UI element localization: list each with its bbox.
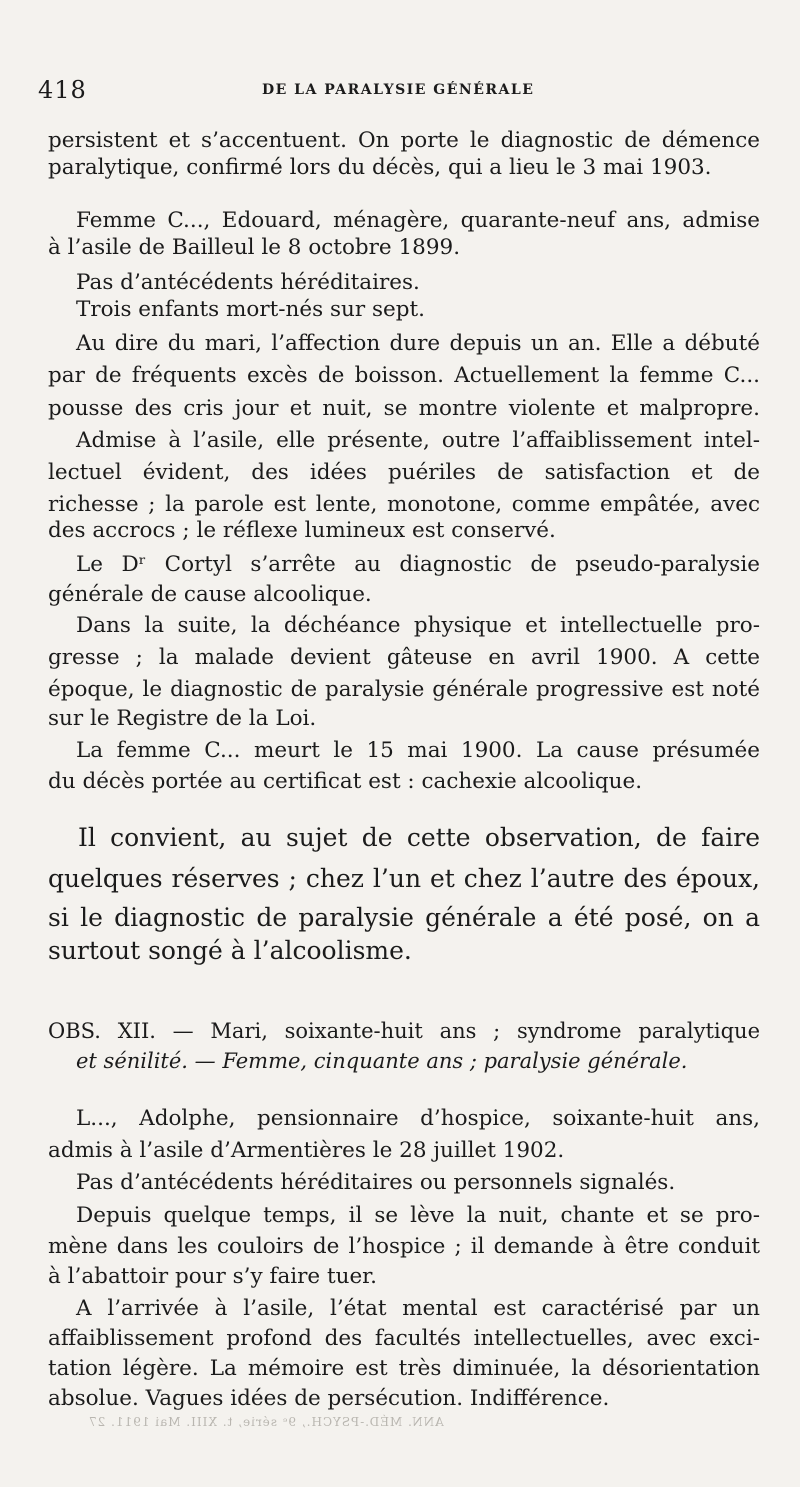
text-line: Admise à l’asile, elle présente, outre l’affaiblissement intel- xyxy=(76,428,760,453)
text-line: pousse des cris jour et nuit, se montre violente et malpropre. xyxy=(48,396,760,421)
text-line: L..., Adolphe, pensionnaire d’hospice, soixante-huit ans, xyxy=(76,1106,760,1131)
text-line: affaiblissement profond des facultés intellectuelles, avec exci- xyxy=(48,1326,760,1351)
text-line: époque, le diagnostic de paralysie générale progressive est noté xyxy=(48,677,760,702)
text-line: du décès portée au certificat est : cachexie alcoolique. xyxy=(48,769,643,794)
text-line: des accrocs ; le réflexe lumineux est conservé. xyxy=(48,518,556,543)
text-line: A l’arrivée à l’asile, l’état mental est caractérisé par un xyxy=(76,1296,760,1321)
footer-show-through: ANN. MÉD.-PSYCH., 9ᵉ série, t. XIII. Mai 1911. 27 xyxy=(88,1415,444,1429)
text-line: admis à l’asile d’Armentières le 28 juillet 1902. xyxy=(48,1138,565,1163)
page-number: 418 xyxy=(38,76,87,104)
text-line: Dans la suite, la déchéance physique et intellectuelle pro- xyxy=(76,613,760,638)
text-line: paralytique, confirmé lors du décès, qui a lieu le 3 mai 1903. xyxy=(48,155,712,180)
text-line: mène dans les couloirs de l’hospice ; il demande à être conduit xyxy=(48,1234,760,1259)
commentary-line: si le diagnostic de paralysie générale a été posé, on a xyxy=(48,903,760,932)
text-line: gresse ; la malade devient gâteuse en avril 1900. A cette xyxy=(48,645,760,670)
text-line: absolue. Vagues idées de persécution. Indifférence. xyxy=(48,1386,610,1411)
text-line: générale de cause alcoolique. xyxy=(48,582,372,607)
text-line: Pas d’antécédents héréditaires. xyxy=(76,270,420,295)
page-header xyxy=(32,76,772,116)
text-line: Le Dʳ Cortyl s’arrête au diagnostic de pseudo-paralysie xyxy=(76,552,760,577)
text-line: Femme C..., Edouard, ménagère, quarante-neuf ans, admise xyxy=(76,208,760,233)
text-line: persistent et s’accentuent. On porte le diagnostic de démence xyxy=(48,128,760,153)
text-line: Au dire du mari, l’affection dure depuis un an. Elle a débuté xyxy=(76,331,760,356)
text-line: par de fréquents excès de boisson. Actuellement la femme C... xyxy=(48,363,760,388)
observation-heading: OBS. XII. — Mari, soixante-huit ans ; syndrome paralytique xyxy=(48,1019,760,1043)
text-line: Depuis quelque temps, il se lève la nuit, chante et se pro- xyxy=(76,1203,760,1228)
running-head: DE LA PARALYSIE GÉNÉRALE xyxy=(262,82,535,98)
text-line: tation légère. La mémoire est très diminuée, la désorientation xyxy=(48,1356,760,1381)
commentary-line: Il convient, au sujet de cette observation, de faire xyxy=(78,823,760,852)
observation-heading-cont: et sénilité. — Femme, cinquante ans ; paralysie générale. xyxy=(76,1049,688,1073)
text-line: à l’asile de Bailleul le 8 octobre 1899. xyxy=(48,235,461,260)
text-line: richesse ; la parole est lente, monotone, comme empâtée, avec xyxy=(48,492,760,517)
text-line: à l’abattoir pour s’y faire tuer. xyxy=(48,1264,377,1289)
commentary-line: surtout songé à l’alcoolisme. xyxy=(48,936,412,965)
text-line: lectuel évident, des idées puériles de satisfaction et de xyxy=(48,460,760,485)
text-line: La femme C... meurt le 15 mai 1900. La cause présumée xyxy=(76,738,760,763)
commentary-line: quelques réserves ; chez l’un et chez l’autre des époux, xyxy=(48,864,760,893)
text-line: sur le Registre de la Loi. xyxy=(48,706,317,731)
text-line: Pas d’antécédents héréditaires ou personnels signalés. xyxy=(76,1170,676,1195)
text-line: Trois enfants mort-nés sur sept. xyxy=(76,297,425,322)
